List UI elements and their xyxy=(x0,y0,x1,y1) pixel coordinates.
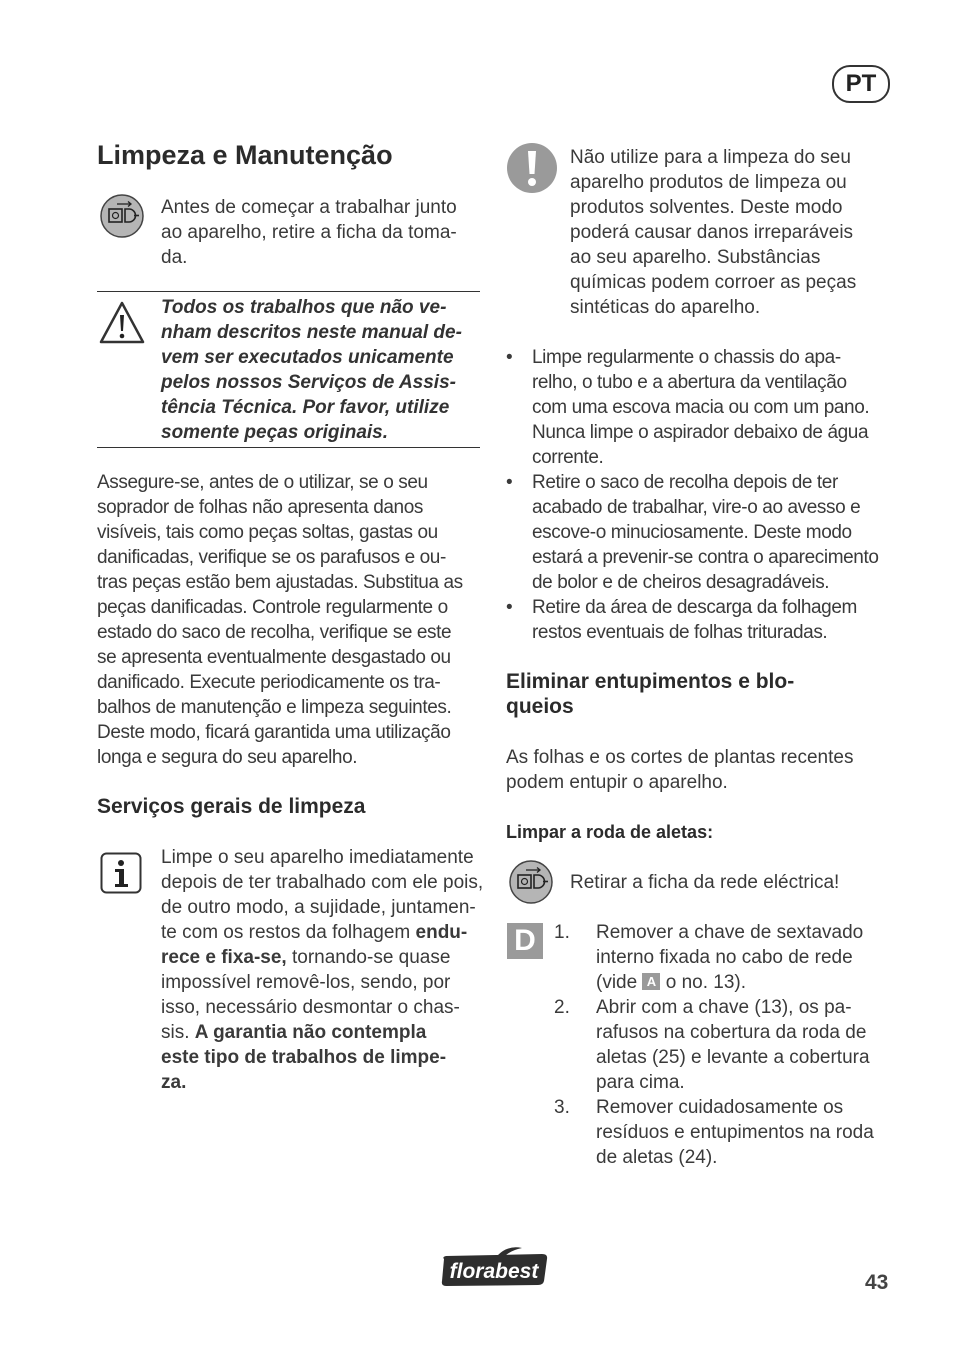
text-line: restos eventuais de folhas trituradas. xyxy=(532,622,828,643)
figure-d-label: D xyxy=(507,923,543,959)
divider xyxy=(97,291,480,292)
text-line: nham descritos neste manual de- xyxy=(161,322,462,343)
text-line: tras peças estão bem ajustadas. Substitua as xyxy=(97,572,463,593)
text-line: balhos de manutenção e limpeza seguintes. xyxy=(97,697,452,718)
unplug-icon xyxy=(508,859,554,905)
text-line: Remover cuidadosamente os xyxy=(596,1097,844,1118)
list-item xyxy=(506,920,906,995)
list-item xyxy=(506,345,906,470)
text-line: com uma escova macia ou com um pano. xyxy=(532,397,870,418)
text-line: estará a prevenir-se contra o aparecimento xyxy=(532,547,879,568)
text-line: Antes de começar a trabalhar junto xyxy=(161,197,457,218)
text-line: da. xyxy=(161,247,188,268)
text-line: resíduos e entupimentos na roda xyxy=(596,1122,874,1143)
heading-line: queios xyxy=(506,695,574,718)
text-line: sintéticas do aparelho. xyxy=(570,297,761,318)
text-line: • Retire da área de descarga da folhagem xyxy=(532,597,857,618)
text-line: de aletas (24). xyxy=(596,1147,718,1168)
text-line: para cima. xyxy=(596,1072,685,1093)
text-line: za. xyxy=(161,1072,187,1093)
text-line: ao aparelho, retire a ficha da toma- xyxy=(161,222,457,243)
text-line: Nunca limpe o aspirador debaixo de água xyxy=(532,422,869,443)
text-line: Abrir com a chave (13), os pa- xyxy=(596,997,852,1018)
text-line: danificado. Execute periodicamente os tra- xyxy=(97,672,441,693)
subheading: Limpar a roda de aletas: xyxy=(506,822,714,842)
text-line: isso, necessário desmontar o chas- xyxy=(161,997,460,1018)
svg-text:florabest: florabest xyxy=(449,1260,539,1283)
text-line: depois de ter trabalhado com ele pois, xyxy=(161,872,484,893)
text-line: danificadas, verifique se os parafusos e ou- xyxy=(97,547,446,568)
body-paragraph xyxy=(97,470,487,770)
step-number: 3. xyxy=(554,1097,570,1118)
list-item xyxy=(506,995,906,1095)
text-line: (vide A o no. 13). xyxy=(596,972,747,993)
text-line: rece e fixa-se, tornando-se quase xyxy=(161,947,451,968)
text-line: de outro modo, a sujidade, juntamen- xyxy=(161,897,476,918)
text-line: Limpe o seu aparelho imediatamente xyxy=(161,847,474,868)
text-line: corrente. xyxy=(532,447,604,468)
text-line: relho, o tubo e a abertura da ventilação xyxy=(532,372,847,393)
step-number: 1. xyxy=(554,922,570,943)
text-line: • Limpe regularmente o chassis do apa- xyxy=(532,347,841,368)
text-line: aparelho produtos de limpeza ou xyxy=(570,172,847,193)
text-line: soprador de folhas não apresenta danos xyxy=(97,497,423,518)
text-line: escove-o minuciosamente. Deste modo xyxy=(532,522,852,543)
unplug-icon xyxy=(99,193,145,239)
section-heading: Serviços gerais de limpeza xyxy=(97,795,366,818)
text-line: produtos solventes. Deste modo xyxy=(570,197,843,218)
heading-line: Eliminar entupimentos e blo- xyxy=(506,670,795,693)
text-line: ao seu aparelho. Substâncias xyxy=(570,247,821,268)
info-icon xyxy=(100,852,142,894)
text-line: acabado de trabalhar, vire-o ao avesso e xyxy=(532,497,861,518)
text-line: estado do saco de recolha, verifique se este xyxy=(97,622,452,643)
cleaning-list xyxy=(506,345,906,645)
intro-paragraph xyxy=(506,745,906,795)
florabest-logo xyxy=(438,1245,551,1289)
text-line: químicas podem corroer as peças xyxy=(570,272,857,293)
text-line: Remover a chave de sextavado xyxy=(596,922,864,943)
text-line: rafusos na cobertura da roda de xyxy=(596,1022,867,1043)
exclamation-icon xyxy=(507,143,557,193)
caution-paragraph xyxy=(570,145,900,320)
text-line: peças danificadas. Controle regularmente o xyxy=(97,597,448,618)
text-line: aletas (25) e levante a cobertura xyxy=(596,1047,870,1068)
text-line: sis. A garantia não contempla xyxy=(161,1022,427,1043)
figure-a-badge: A xyxy=(642,973,660,990)
warning-text xyxy=(161,295,491,445)
text-line: longa e segura do seu aparelho. xyxy=(97,747,358,768)
text-line: podem entupir o aparelho. xyxy=(506,772,728,793)
text-line: • Retire o saco de recolha depois de ter xyxy=(532,472,838,493)
info-paragraph xyxy=(161,845,491,1095)
list-item xyxy=(506,470,906,595)
page-number: 43 xyxy=(865,1271,889,1294)
list-item xyxy=(506,1095,906,1170)
text-line: vem ser executados unicamente xyxy=(161,347,454,368)
divider xyxy=(97,447,480,448)
text-line: visíveis, tais como peças soltas, gastas ou xyxy=(97,522,438,543)
list-item xyxy=(506,595,906,645)
text-line: pelos nossos Serviços de Assis- xyxy=(161,372,456,393)
text-line: Não utilize para a limpeza do seu xyxy=(570,147,851,168)
text-line: poderá causar danos irreparáveis xyxy=(570,222,854,243)
text-line: de bolor e de cheiros desagradáveis. xyxy=(532,572,830,593)
text-line: Deste modo, ficará garantida uma utilização xyxy=(97,722,451,743)
text-line: tência Técnica. Por favor, utilize xyxy=(161,397,450,418)
warning-triangle-icon xyxy=(98,300,146,346)
text-line: este tipo de trabalhos de limpe- xyxy=(161,1047,447,1068)
unplug-note xyxy=(161,195,491,270)
text-line: As folhas e os cortes de plantas recentes xyxy=(506,747,854,768)
page-title: Limpeza e Manutenção xyxy=(97,140,393,170)
text-line: somente peças originais. xyxy=(161,422,389,443)
text-line: Todos os trabalhos que não ve- xyxy=(161,297,447,318)
section-heading xyxy=(506,669,794,719)
text-line: interno fixada no cabo de rede xyxy=(596,947,853,968)
text-line: impossível removê-los, sendo, por xyxy=(161,972,451,993)
unplug-note: Retirar a ficha da rede eléctrica! xyxy=(570,872,840,893)
text-line: te com os restos da folhagem endu- xyxy=(161,922,468,943)
language-badge: PT xyxy=(832,65,890,103)
text-line: Assegure-se, antes de o utilizar, se o seu xyxy=(97,472,428,493)
steps-list xyxy=(506,920,906,1170)
step-number: 2. xyxy=(554,997,570,1018)
text-line: se apresenta eventualmente desgastado ou xyxy=(97,647,451,668)
